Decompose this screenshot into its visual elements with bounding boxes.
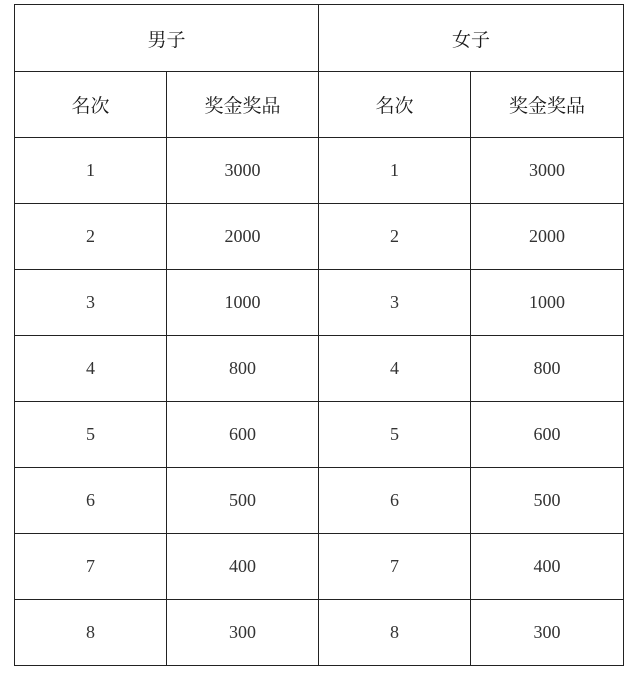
prize-men-cell: 600: [167, 402, 319, 468]
rank-women-cell: 5: [319, 402, 471, 468]
rank-men-cell: 1: [15, 138, 167, 204]
table-row: [15, 468, 624, 534]
table-row: [15, 270, 624, 336]
table-row: [15, 534, 624, 600]
prize-men-cell: 300: [167, 600, 319, 666]
rank-men-cell: 7: [15, 534, 167, 600]
column-header-rank-men: 名次: [15, 72, 167, 138]
rank-men-cell: 2: [15, 204, 167, 270]
prize-men-cell: 1000: [167, 270, 319, 336]
column-header-prize-women: 奖金奖品: [471, 72, 624, 138]
prize-women-cell: 300: [471, 600, 624, 666]
rank-men-cell: 5: [15, 402, 167, 468]
prize-men-cell: 500: [167, 468, 319, 534]
prize-men-cell: 800: [167, 336, 319, 402]
table-row: [15, 204, 624, 270]
prize-women-cell: 2000: [471, 204, 624, 270]
prize-men-cell: 2000: [167, 204, 319, 270]
prize-women-cell: 1000: [471, 270, 624, 336]
rank-women-cell: 4: [319, 336, 471, 402]
prize-men-cell: 3000: [167, 138, 319, 204]
rank-women-cell: 1: [319, 138, 471, 204]
column-header-prize-men: 奖金奖品: [167, 72, 319, 138]
prize-women-cell: 400: [471, 534, 624, 600]
prize-men-cell: 400: [167, 534, 319, 600]
table-row: [15, 336, 624, 402]
rank-women-cell: 7: [319, 534, 471, 600]
prize-women-cell: 600: [471, 402, 624, 468]
group-header-row: [15, 5, 624, 72]
rank-men-cell: 6: [15, 468, 167, 534]
rank-men-cell: 4: [15, 336, 167, 402]
column-header-rank-women: 名次: [319, 72, 471, 138]
prize-table: [14, 4, 624, 666]
rank-women-cell: 6: [319, 468, 471, 534]
rank-men-cell: 3: [15, 270, 167, 336]
rank-women-cell: 8: [319, 600, 471, 666]
column-header-row: [15, 72, 624, 138]
table-row: [15, 600, 624, 666]
prize-women-cell: 3000: [471, 138, 624, 204]
table-row: [15, 138, 624, 204]
rank-women-cell: 3: [319, 270, 471, 336]
rank-men-cell: 8: [15, 600, 167, 666]
group-header-women: 女子: [319, 5, 624, 72]
group-header-men: 男子: [15, 5, 319, 72]
prize-women-cell: 800: [471, 336, 624, 402]
prize-women-cell: 500: [471, 468, 624, 534]
rank-women-cell: 2: [319, 204, 471, 270]
table-row: [15, 402, 624, 468]
